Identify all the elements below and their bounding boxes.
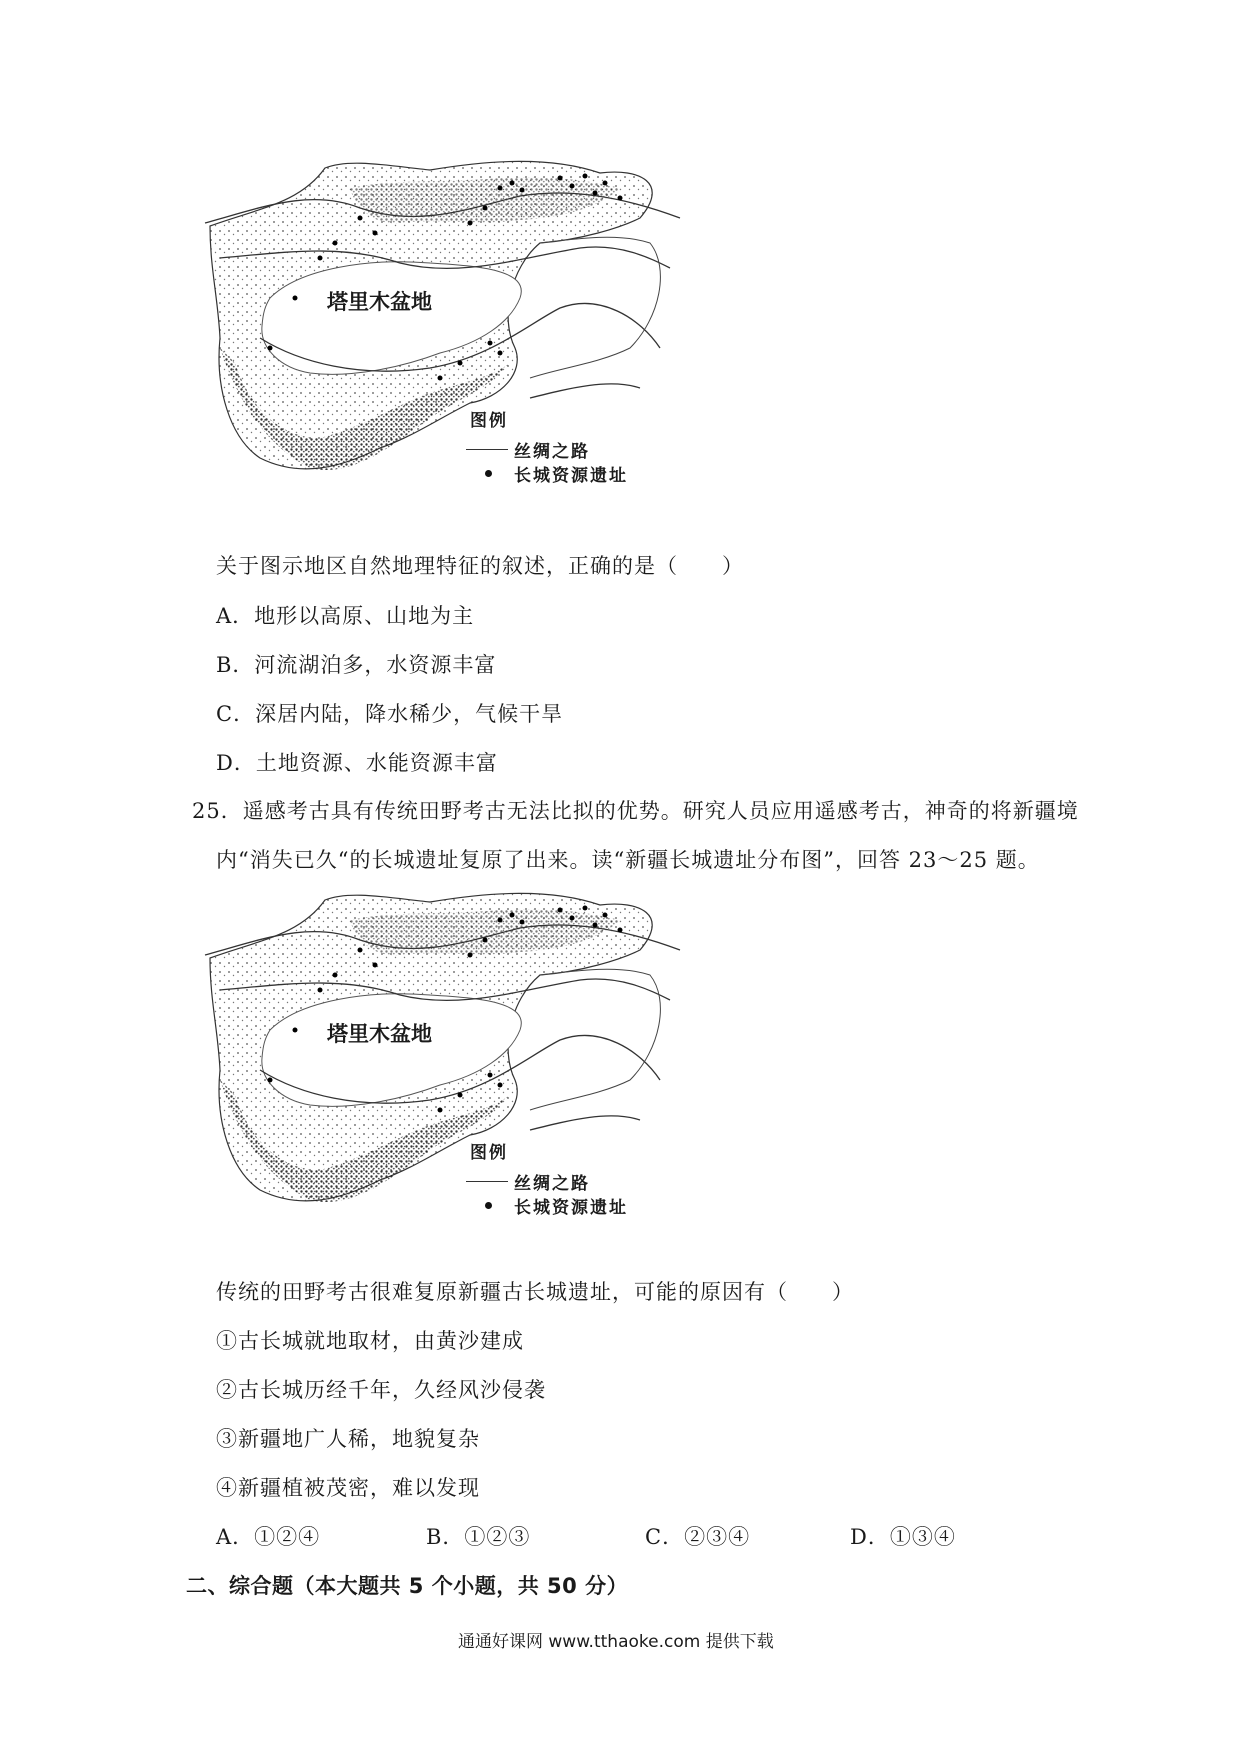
section-2-heading: 二、综合题（本大题共 5 个小题，共 50 分） — [186, 1574, 629, 1598]
legend-site-label: 长城资源遗址 — [514, 1198, 628, 1218]
legend-road-label: 丝绸之路 — [514, 442, 590, 462]
q25-line-1: 25．遥感考古具有传统田野考古无法比拟的优势。研究人员应用遥感考古，神奇的将新疆境 — [192, 799, 1079, 823]
q25-statement-4: ④新疆植被茂密，难以发现 — [216, 1476, 480, 1500]
legend-road-line — [466, 449, 508, 450]
q25-stem: 传统的田野考古很难复原新疆古长城遗址，可能的原因有（ ） — [216, 1280, 854, 1304]
page-footer: 通通好课网 www.tthaoke.com 提供下载 — [458, 1632, 774, 1652]
q25-statement-1: ①古长城就地取材，由黄沙建成 — [216, 1329, 524, 1353]
legend-site-dot — [485, 470, 492, 477]
q25-line-2: 内“消失已久“的长城遗址复原了出来。读“新疆长城遗址分布图”，回答 23～25 题。 — [216, 848, 1040, 872]
q25-statement-2: ②古长城历经千年，久经风沙侵袭 — [216, 1378, 546, 1402]
legend-road-label: 丝绸之路 — [514, 1174, 590, 1194]
legend-title: 图例 — [470, 411, 508, 431]
q25-statement-3: ③新疆地广人稀，地貌复杂 — [216, 1427, 480, 1451]
q24-option-d: D．土地资源、水能资源丰富 — [216, 751, 498, 775]
xinjiang-map-1 — [200, 148, 700, 513]
legend-title: 图例 — [470, 1143, 508, 1163]
legend-road-line — [466, 1181, 508, 1182]
q25-option-c: C．②③④ — [645, 1525, 751, 1549]
legend-site-dot — [485, 1202, 492, 1209]
map-2-drawing — [200, 880, 700, 1245]
q24-option-c: C．深居内陆，降水稀少，气候干旱 — [216, 702, 564, 726]
basin-label: 塔里木盆地 — [327, 290, 432, 314]
map-1-drawing — [200, 148, 700, 513]
q25-option-a: A．①②④ — [216, 1525, 321, 1549]
basin-label: 塔里木盆地 — [327, 1022, 432, 1046]
q24-option-b: B．河流湖泊多，水资源丰富 — [216, 653, 497, 677]
q24-stem: 关于图示地区自然地理特征的叙述，正确的是（ ） — [216, 554, 744, 578]
q24-option-a: A．地形以高原、山地为主 — [216, 604, 475, 628]
q25-option-d: D．①③④ — [850, 1525, 956, 1549]
q25-option-b: B．①②③ — [426, 1525, 531, 1549]
legend-site-label: 长城资源遗址 — [514, 466, 628, 486]
xinjiang-map-2 — [200, 880, 700, 1245]
